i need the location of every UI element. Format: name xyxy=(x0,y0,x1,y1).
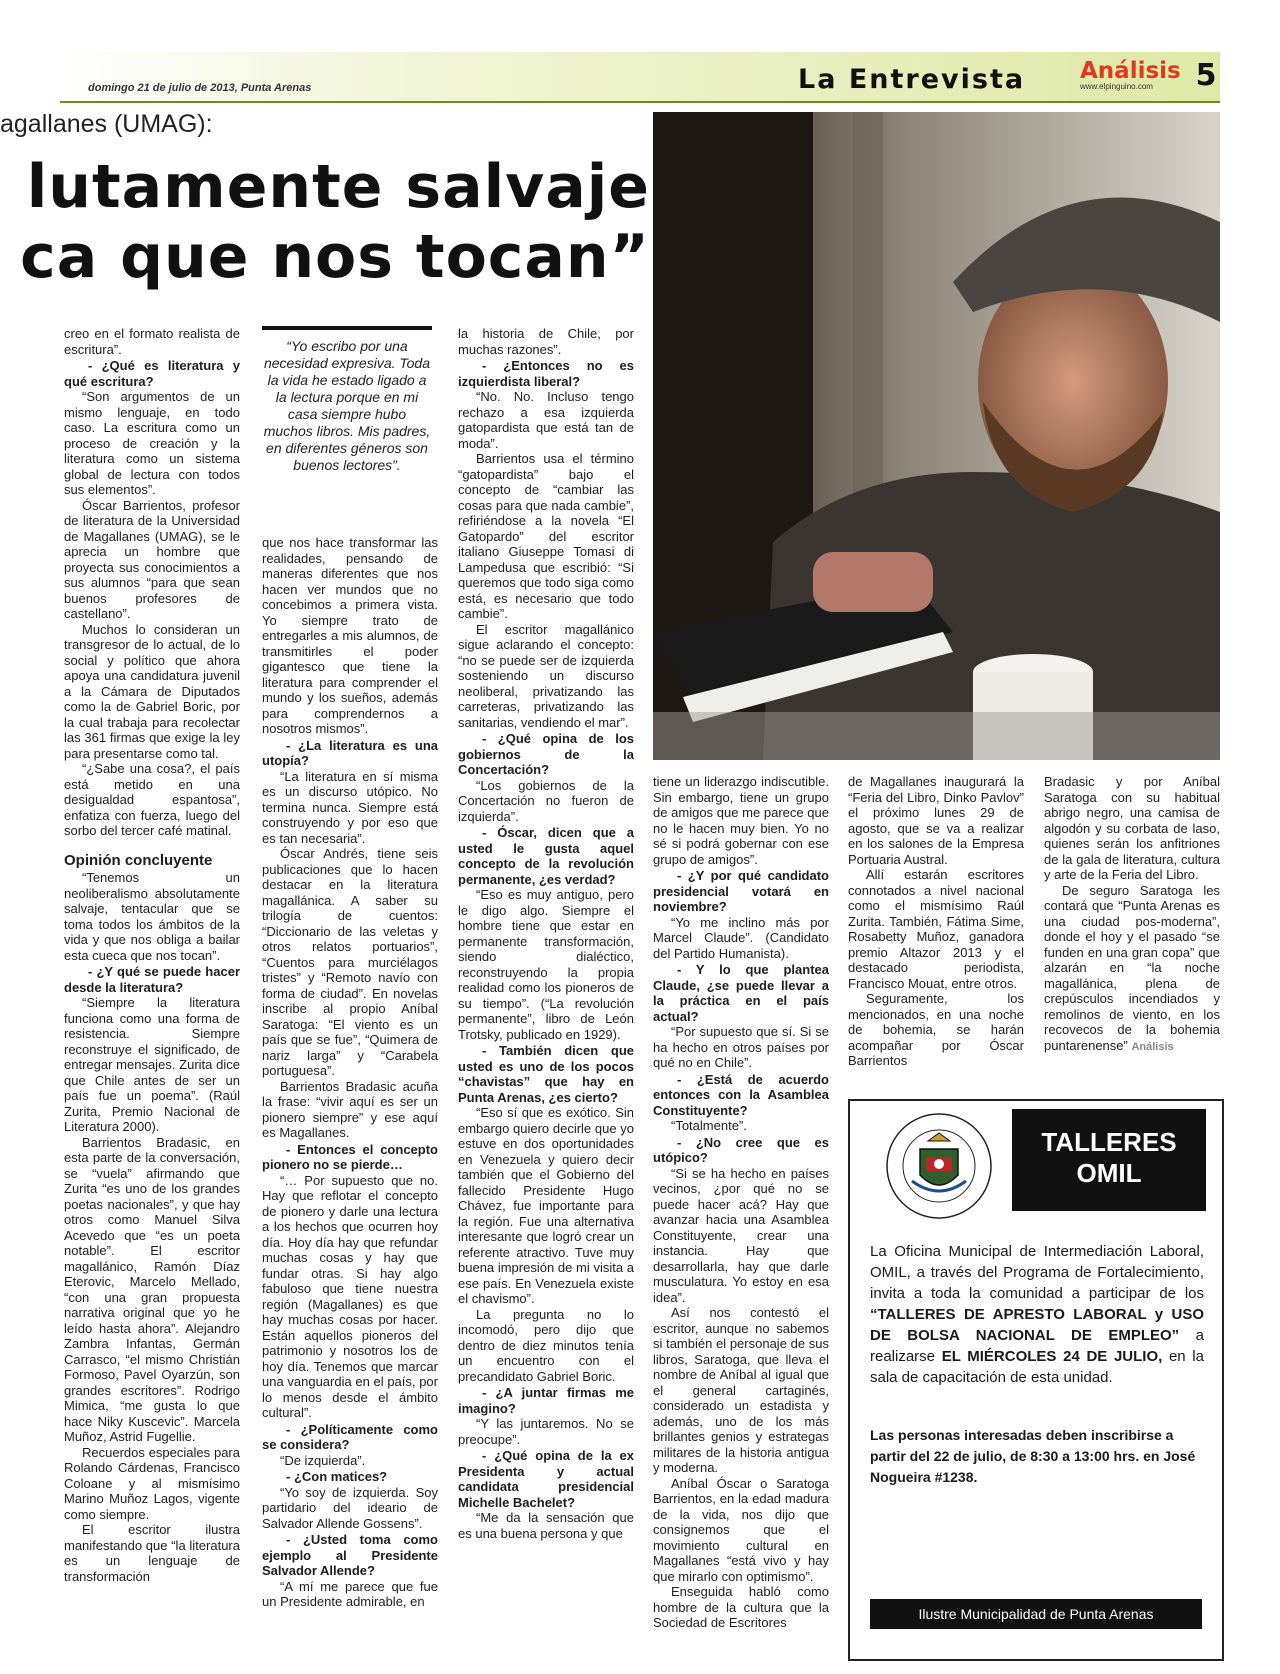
paragraph: “Eso es muy antiguo, pero le digo algo. Siempre el hombre tiene que estar en permanente transformación, siendo dialéctico, reconstruyendo la propia realidad como los pioneros de su tiempo”. (“La revolución permanente”, libro de León Trotsky, publicado en 1929). xyxy=(458,887,634,1042)
article-column-5 xyxy=(848,774,1024,1094)
interview-question: - También dicen que usted es uno de los pocos “chavistas” que hay en Punta Arenas, ¿es cierto? xyxy=(458,1043,634,1105)
paragraph: Allí estarán escritores connotados a nivel nacional como el mismísimo Raúl Zurita. También, Fátima Sime, Rosabetty Muñoz, ganadora premio Altazor 2013 y el destacado periodista, Francisco Mouat, entre otros. xyxy=(848,867,1024,991)
interview-question: - ¿Políticamente como se considera? xyxy=(262,1421,438,1452)
paragraph: El escritor magallánico sigue aclarando el concepto: “no se puede ser de izquierda sosteniendo un discurso neoliberal, privatizando las carreteras, privatizando las sanitarias, vendiendo el mar”. xyxy=(458,621,634,730)
paragraph: “A mí me parece que fue un Presidente admirable, en xyxy=(262,1578,438,1609)
ad-title-line-1: TALLERES xyxy=(1041,1127,1177,1157)
interview-photo xyxy=(653,112,1220,760)
paragraph: Óscar Barrientos, profesor de literatura de la Universidad de Magallanes (UMAG), se le aprecia un hombre que proyecta sus conocimientos a sus alumnos “para que sean buenos profesores de castellano”. xyxy=(64,497,240,621)
header-band xyxy=(60,52,1220,102)
paragraph: tiene un liderazgo indiscutible. Sin embargo, tiene un grupo de amigos que me parece que no le hacen muy bien. Yo no sé si podrá gobernar con ese grupo de amigos”. xyxy=(653,774,829,867)
paragraph: Barrientos Bradasic acuña la frase: “vivir aquí es ser un pionero siempre” y ese aquí es Magallanes. xyxy=(262,1078,438,1140)
paragraph: creo en el formato realista de escritura”. xyxy=(64,326,240,357)
article-column-1 xyxy=(64,326,240,1666)
headline-kicker: agallanes (UMAG): xyxy=(0,110,213,138)
paragraph: “¿Sabe una cosa?, el país está metido en una desigualdad espantosa”, enfatiza con fuerza, luego del sorbo del tercer café matinal. xyxy=(64,761,240,838)
ad-title-line-2: OMIL xyxy=(1076,1158,1142,1188)
article-column-3 xyxy=(458,326,634,1666)
section-title: La Entrevista xyxy=(798,64,1026,95)
ad-body-text: La Oficina Municipal de Intermediación Laboral, OMIL, a través del Programa de Fortalecimiento, invita a toda la comunidad a participar de los xyxy=(870,1243,1204,1302)
analisis-logo[interactable] xyxy=(1080,58,1190,102)
interview-question: - ¿Y por qué candidato presidencial votará en noviembre? xyxy=(653,868,829,914)
paragraph: “… Por supuesto que no. Hay que reflotar el concepto de pionero y darle una lectura a los hechos que ocurren hoy día. Hoy día hay que refundar muchas cosas y hay que fundar otras. Si hay algo fabuloso que tiene nuestra región (Magallanes) es que hay muchas cosas por hacer. Están aquellos pioneros del patrimonio y nosotros los de hoy día. Tenemos que marcar una vanguardia en el país, por lo menos desde el ámbito cultural”. xyxy=(262,1172,438,1420)
paragraph: Así nos contestó el escritor, aunque no sabemos si también el personaje de sus libros, Saratoga, que lleva el nombre de Aníbal al igual que el general cartaginés, considerado un estadista y además, uno de los más brillantes genios y estrategas militares de la historia antigua y moderna. xyxy=(653,1305,829,1475)
interview-question: - ¿A juntar firmas me imagino? xyxy=(458,1385,634,1416)
interview-question: - ¿La literatura es una utopía? xyxy=(262,737,438,768)
omil-advertisement xyxy=(848,1099,1224,1661)
paragraph: El escritor ilustra manifestando que “la literatura es un lenguaje de transformación xyxy=(64,1522,240,1584)
logo-url: www.elpinguino.com xyxy=(1080,82,1153,91)
interview-question: - ¿Qué opina de la ex Presidenta y actual candidata presidencial Michelle Bachelet? xyxy=(458,1448,634,1510)
interview-question: - Entonces el concepto pionero no se pierde… xyxy=(262,1141,438,1172)
ad-title xyxy=(1012,1109,1206,1211)
paragraph: Recuerdos especiales para Rolando Cárdenas, Francisco Coloane y al mismísimo Marino Muñoz Lagos, vigente como siempre. xyxy=(64,1444,240,1522)
issue-date: domingo 21 de julio de 2013, Punta Arenas xyxy=(88,82,312,94)
paragraph: Bradasic y por Aníbal Saratoga con su habitual abrigo negro, una camisa de algodón y su corbata de laso, quienes serán los anfitriones de la gala de literatura, cultura y arte de la Feria del Libro. xyxy=(1044,774,1220,882)
paragraph: Óscar Andrés, tiene seis publicaciones que lo hacen destacar en la literatura magallánica. A saber su trilogía de cuentos: “Diccionario de las veletas y otros relatos portuarios”, “Cuentos para murciélagos tristes” y “Remoto navío con forma de ciudad”. En novelas inscribe al propio Aníbal Saratoga: “El viento es un país que se fue”, “Quimera de nariz larga” y “Carabela portuguesa”. xyxy=(262,846,438,1078)
interview-question: - ¿Entonces no es izquierdista liberal? xyxy=(458,358,634,389)
article-column-4 xyxy=(653,774,829,1666)
interview-question: - ¿Qué opina de los gobiernos de la Concertación? xyxy=(458,731,634,777)
headline-line-1: lutamente salvaje xyxy=(26,152,650,222)
interview-question: - ¿Qué es literatura y qué escritura? xyxy=(64,358,240,389)
paragraph: “Y las juntaremos. No se preocupe”. xyxy=(458,1416,634,1447)
article-column-2 xyxy=(262,535,438,1665)
interview-question: - Y lo que plantea Claude, ¿se puede llevar a la práctica en el país actual? xyxy=(653,962,829,1024)
ad-event-date: EL MIÉRCOLES 24 DE JULIO, xyxy=(941,1348,1163,1365)
paragraph: Barrientos Bradasic, en esta parte de la conversación, se “vuela” afirmando que Zurita “es uno de los grandes poetas nacionales”, y que hay otros como Manuel Silva Acevedo que “es un poeta notable”. El escritor magallánico, Ramón Díaz Eterovic, Marcelo Mellado, “con una gran propuesta narrativa original que yo he leído hasta ahora”. Alejandro Zambra Infantas, Germán Carrasco, “el mismo Christián Formoso, Pavel Oyarzún, son grandes escritores”. Rodrigo Mimica, “me gusta lo que hace Niky Kuscevic”. Marcela Muñoz, Astrid Fugellie. xyxy=(64,1134,240,1444)
paragraph: Aníbal Óscar o Saratoga Barrientos, en la edad madura de la vida, nos dijo que consignemos que el movimiento cultural en Magallanes “está vivo y hay que mirarlo con optimismo”. xyxy=(653,1475,829,1584)
paragraph: “Totalmente”. xyxy=(671,1118,747,1133)
paragraph: Barrientos usa el término “gatopardista” bajo el concepto de “cambiar las cosas para que nada cambie”, refiriéndose a la novela “El Gatopardo” del escritor italiano Giuseppe Tomasi di Lampedusa que escribió: “Si queremos que todo siga como está, es necesario que todo cambie”. xyxy=(458,451,634,621)
paragraph: “Me da la sensación que es una buena persona y que xyxy=(458,1510,634,1541)
ad-footer: Ilustre Municipalidad de Punta Arenas xyxy=(870,1599,1202,1629)
paragraph: “Si se ha hecho en países vecinos, ¿por qué no se puede hacer acá? Hay que avanzar hacia una Asamblea Constituyente, crear una instancia. Hay que desarrollarla, hay que darle musculatura. Yo estoy en esa idea”. xyxy=(653,1165,829,1305)
paragraph: “Tenemos un neoliberalismo absolutamente salvaje, tentacular que se toma todos los ámbitos de la vida y que nos obliga a bailar esta cueca que nos tocan”. xyxy=(64,870,240,963)
logo-wordmark: Análisis xyxy=(1080,58,1181,84)
interview-question: - ¿Está de acuerdo entonces con la Asamblea Constituyente? xyxy=(653,1071,829,1118)
paragraph: “Yo soy de izquierda. Soy partidario del ideario de Salvador Allende Gossens”. xyxy=(262,1484,438,1531)
paragraph: la historia de Chile, por muchas razones”. xyxy=(458,326,634,357)
interview-question: - ¿Con matices? xyxy=(286,1469,388,1484)
end-mark: Análisis xyxy=(1131,1040,1174,1053)
paragraph: La pregunta no lo incomodó, pero dijo que dentro de diez minutos tenía un encuentro con el precandidato Gabriel Boric. xyxy=(458,1306,634,1384)
paragraph: “Eso sí que es exótico. Sin embargo quiero decirle que yo estuve en dos oportunidades en Venezuela y quiero decir también que el Gobierno del fallecido Presidente Hugo Chávez, fue importante para la región. Fue una alternativa interesante que logró crear un referente atractivo. Tuve muy buena impresión de mi visita a ese país. En Venezuela existe el chavismo”. xyxy=(458,1105,634,1306)
paragraph: “La literatura en sí misma es un discurso utópico. No termina nunca. Siempre está construyendo y por eso que es tan necesaria”. xyxy=(262,768,438,846)
paragraph: “Son argumentos de un mismo lenguaje, en todo caso. La escritura como un proceso de creación y la literatura como un sistema global de lectura con todos sus elementos”. xyxy=(64,389,240,497)
headline-line-2: ca que nos tocan” xyxy=(20,222,650,292)
pull-quote: “Yo escribo por una necesidad expresiva. Toda la vida he estado ligado a la lectura porque en mi casa siempre hubo muchos libros. Mis padres, en diferentes géneros son buenos lectores”. xyxy=(262,326,432,474)
ad-body-text: a realizarse xyxy=(870,1327,1204,1365)
paragraph: que nos hace transformar las realidades, pensando de maneras diferentes que nos hacen ver mundos que no concebimos a primera vista. Yo siempre trato de entregarles a mis alumnos, de transmitirles el poder gigantesco que tiene la literatura para comprender el mundo y los sueños, además para comprendernos a nosotros mismos”. xyxy=(262,535,438,736)
paragraph: “No. No. Incluso tengo rechazo a esa izquierda gatopardista que está tan de moda”. xyxy=(458,389,634,451)
subheading: Opinión concluyente xyxy=(64,851,213,869)
paragraph: Seguramente, los mencionados, en una noche de bohemia, se harán acompañar por Óscar Barrientos xyxy=(848,991,1024,1068)
article-column-6 xyxy=(1044,774,1220,1094)
paragraph: Enseguida habló como hombre de la cultura que la Sociedad de Escritores xyxy=(653,1584,829,1630)
municipal-seal-icon xyxy=(884,1111,994,1221)
interview-question: - ¿Y qué se puede hacer desde la literatura? xyxy=(64,964,240,995)
paragraph: “Siempre la literatura funciona como una forma de resistencia. Siempre reconstruye el significado, de entregar mensajes. Zurita dice que Chile antes de ser un país fue un poema”. (Raúl Zurita, Premio Nacional de Literatura 2000). xyxy=(64,995,240,1134)
paragraph-text: De seguro Saratoga les contará que “Punta Arenas es una ciudad pos-moderna”, donde el hoy y el pasado “se funden en una gran copa” que alzarán en “la noche magallánica, plena de crepúsculos incendiados y remolinos de viento, en los recovecos de la bohemia puntarenense” xyxy=(1044,882,1220,1053)
paragraph: Muchos lo consideran un transgresor de lo actual, de lo social y político que ahora apoya una candidatura juvenil a la Cámara de Diputados como la de Gabriel Boric, por la cual trabaja para recolectar las 361 firmas que exige la ley para presentarse como tal. xyxy=(64,621,240,761)
paragraph: “Por supuesto que sí. Si se ha hecho en otros países por qué no en Chile”. xyxy=(653,1024,829,1070)
page-number: 5 xyxy=(1195,58,1217,93)
paragraph: “De izquierda”. xyxy=(280,1452,366,1468)
interview-question: - Óscar, dicen que a usted le gusta aquel concepto de la revolución permanente, ¿es verdad? xyxy=(458,825,634,887)
ad-body-text: en la sala de capacitación de esta unidad. xyxy=(870,1348,1204,1386)
paragraph: “Los gobiernos de la Concertación no fueron de izquierda”. xyxy=(458,777,634,824)
paragraph: “Yo me inclino más por Marcel Claude”. (Candidato del Partido Humanista). xyxy=(653,914,829,961)
ad-registration-note: Las personas interesadas deben inscribirse a partir del 22 de julio, de 8:30 a 13:00 hrs. en José Nogueira #1238. xyxy=(870,1427,1196,1485)
interview-question: - ¿Usted toma como ejemplo al Presidente Salvador Allende? xyxy=(262,1532,438,1578)
ad-workshop-name: “TALLERES DE APRESTO LABORAL y USO DE BOLSA NACIONAL DE EMPLEO” xyxy=(870,1306,1204,1344)
header-rule xyxy=(60,101,1220,103)
paragraph: de Magallanes inaugurará la “Feria del Libro, Dinko Pavlov” el próximo lunes 29 de agosto, que se va a realizar en los salones de la Empresa Portuaria Austral. xyxy=(848,774,1024,867)
interview-question: - ¿No cree que es utópico? xyxy=(653,1134,829,1165)
paragraph xyxy=(1044,883,1220,1056)
ad-body xyxy=(870,1241,1204,1388)
